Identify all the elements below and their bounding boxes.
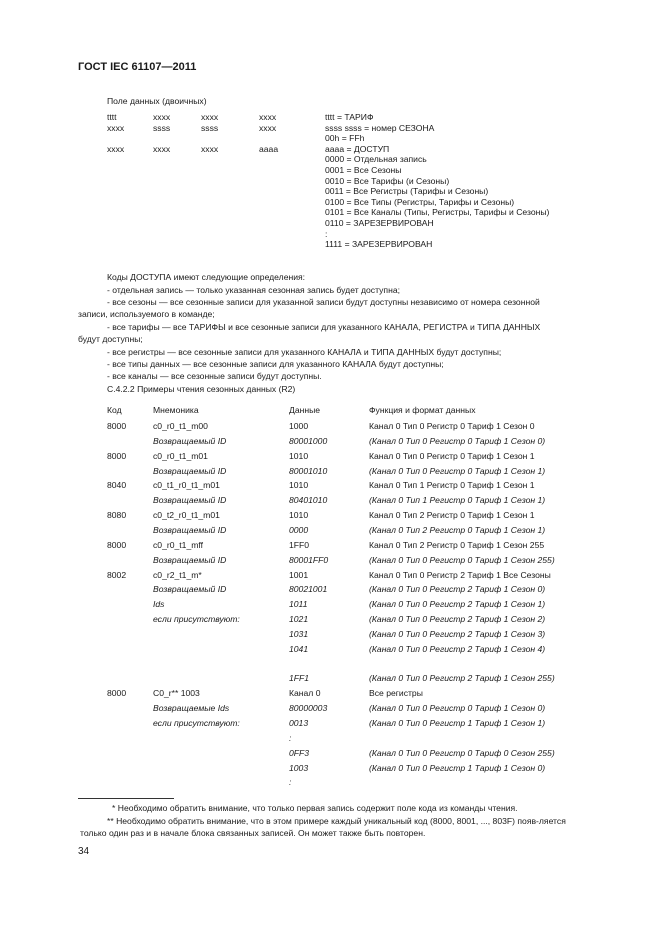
table-row	[0, 436, 661, 450]
cell-mn: Возвращаемый ID	[153, 524, 227, 535]
bit-description: 0000 = Отдельная запись	[325, 154, 427, 165]
cell-func: (Канал 0 Тип 0 Регистр 1 Тариф 1 Сезон 0)	[369, 762, 546, 773]
cell-data: 1041	[289, 643, 309, 654]
cell-data: 80021001	[289, 584, 328, 595]
cell-mn: Возвращаемый ID	[153, 465, 227, 476]
bit-cell: xxxx	[259, 112, 277, 122]
cell-data: 80401010	[289, 495, 328, 506]
cell-data: :	[289, 777, 292, 788]
bit-cell: xxxx	[107, 122, 125, 133]
cell-func: (Канал 0 Тип 0 Регистр 2 Тариф 1 Сезон 2)	[369, 614, 546, 625]
bit-cell: ssss	[153, 122, 171, 133]
page-number: 34	[78, 846, 90, 857]
table-row	[0, 480, 661, 494]
cell-mn: Возвращаемый ID	[153, 554, 227, 565]
table-row	[0, 421, 661, 435]
cell-func: (Канал 0 Тип 0 Регистр 0 Тариф 1 Сезон 255)	[369, 554, 555, 565]
bit-description: 0100 = Все Типы (Регистры, Тарифы и Сезоны)	[325, 196, 515, 207]
bit-cell: xxxx	[153, 112, 171, 122]
section-title: С.4.2.2 Примеры чтения сезонных данных (R2)	[107, 384, 296, 394]
cell-data: 1FF1	[289, 673, 310, 684]
table-row	[0, 466, 661, 480]
col-code: Код	[107, 405, 122, 415]
cell-data: :	[289, 732, 292, 743]
cell-data: 0000	[289, 524, 309, 535]
cell-func: (Канал 0 Тип 0 Регистр 0 Тариф 1 Сезон 0)	[369, 435, 546, 446]
bit-description: 1111 = ЗАРЕЗЕРВИРОВАН	[325, 239, 433, 250]
cell-func: Канал 0 Тип 0 Регистр 0 Тариф 1 Сезон 0	[369, 421, 535, 431]
cell-code: 8080	[107, 510, 127, 521]
table-row	[0, 673, 661, 687]
cell-func: (Канал 0 Тип 0 Регистр 2 Тариф 1 Сезон 255)	[369, 673, 555, 684]
footnote-divider	[78, 798, 174, 799]
cell-func: Канал 0 Тип 0 Регистр 0 Тариф 1 Сезон 1	[369, 450, 535, 461]
cell-data: 0FF3	[289, 747, 310, 758]
cell-code: 8000	[107, 421, 127, 431]
table-row	[0, 570, 661, 584]
table-row	[0, 763, 661, 777]
cell-data: 1021	[289, 614, 309, 625]
bit-description: ssss ssss = номер СЕЗОНА	[325, 122, 435, 133]
access-item: - все типы данных — все сезонные записи для указанного КАНАЛА будут доступны;	[107, 359, 444, 369]
cell-mn: C0_r** 1003	[153, 688, 200, 699]
cell-mn: Ids	[153, 599, 165, 610]
bit-description: 0101 = Все Каналы (Типы, Регистры, Тарифы и Сезоны)	[325, 207, 550, 218]
cell-data: 1FF0	[289, 539, 310, 550]
field-title: Поле данных (двоичных)	[107, 96, 207, 106]
access-item: будут доступны;	[78, 334, 143, 344]
cell-mn: c0_r0_t1_m00	[153, 421, 208, 431]
cell-func: (Канал 0 Тип 0 Регистр 2 Тариф 1 Сезон 0)	[369, 584, 546, 595]
table-row	[0, 614, 661, 628]
bit-cell: xxxx	[201, 143, 219, 154]
cell-code: 8002	[107, 569, 127, 580]
bit-description: 0010 = Все Тарифы (и Сезоны)	[325, 175, 450, 186]
cell-mn: Возвращаемый ID	[153, 435, 227, 446]
bit-cell: xxxx	[153, 143, 171, 154]
cell-data: 80001FF0	[289, 554, 329, 565]
cell-func: Канал 0 Тип 2 Регистр 0 Тариф 1 Сезон 1	[369, 510, 535, 521]
table-row	[0, 659, 661, 673]
access-intro: Коды ДОСТУПА имеют следующие определения:	[107, 272, 306, 282]
footnote-1: * Необходимо обратить внимание, что только первая запись содержит поле кода из команды чтения.	[112, 803, 518, 813]
bit-description: aaaa = ДОСТУП	[325, 143, 390, 154]
cell-mn: Возвращаемые Ids	[153, 703, 230, 714]
cell-data: 1001	[289, 569, 309, 580]
table-row	[0, 540, 661, 554]
page-header: ГОСТ IEC 61107—2011	[78, 61, 197, 73]
cell-data: Канал 0	[289, 688, 321, 699]
col-function: Функция и формат данных	[369, 405, 476, 415]
cell-func: Все регистры	[369, 688, 423, 699]
bit-description: 0011 = Все Регистры (Тарифы и Сезоны)	[325, 186, 489, 197]
cell-mn: c0_t2_r0_t1_m01	[153, 510, 220, 521]
cell-mn: Возвращаемый ID	[153, 584, 227, 595]
col-data: Данные	[289, 405, 321, 415]
table-row	[0, 555, 661, 569]
table-row	[0, 733, 661, 747]
bit-cell: tttt	[107, 112, 117, 122]
cell-func: Канал 0 Тип 0 Регистр 2 Тариф 1 Все Сезоны	[369, 569, 551, 580]
cell-func: (Канал 0 Тип 0 Регистр 2 Тариф 1 Сезон 3)	[369, 628, 546, 639]
table-row	[0, 644, 661, 658]
cell-func: (Канал 0 Тип 0 Регистр 0 Тариф 0 Сезон 255)	[369, 747, 555, 758]
cell-func: (Канал 0 Тип 0 Регистр 0 Тариф 1 Сезон 0)	[369, 703, 546, 714]
table-row	[0, 688, 661, 702]
bit-description: 0001 = Все Сезоны	[325, 165, 402, 175]
bit-cell: xxxx	[107, 143, 125, 154]
bit-description: :	[325, 228, 328, 239]
cell-data: 1010	[289, 510, 309, 521]
table-row	[0, 495, 661, 509]
cell-mn: c0_t1_r0_t1_m01	[153, 480, 220, 491]
cell-data: 1010	[289, 450, 309, 461]
cell-code: 8040	[107, 480, 127, 491]
access-item: - все тарифы — все ТАРИФЫ и все сезонные записи для указанного КАНАЛА, РЕГИСТРА и ТИПА ДАННЫХ	[107, 322, 541, 332]
cell-func: Канал 0 Тип 1 Регистр 0 Тариф 1 Сезон 1	[369, 480, 535, 491]
access-item: - отдельная запись — только указанная сезонная запись будет доступна;	[107, 285, 401, 295]
bit-cell: xxxx	[259, 122, 277, 133]
table-row	[0, 510, 661, 524]
cell-func: (Канал 0 Тип 0 Регистр 2 Тариф 1 Сезон 1)	[369, 599, 546, 610]
cell-func: (Канал 0 Тип 0 Регистр 1 Тариф 1 Сезон 1)	[369, 718, 546, 728]
table-row	[0, 777, 661, 791]
table-row	[0, 629, 661, 643]
cell-mn: Возвращаемый ID	[153, 495, 227, 506]
cell-func: (Канал 0 Тип 2 Регистр 0 Тариф 1 Сезон 1)	[369, 524, 546, 535]
table-row	[0, 584, 661, 598]
cell-mn: если присутствуют:	[153, 614, 240, 625]
cell-data: 80001000	[289, 435, 328, 446]
cell-code: 8000	[107, 688, 127, 699]
cell-data: 0013	[289, 718, 309, 728]
cell-func: (Канал 0 Тип 0 Регистр 0 Тариф 1 Сезон 1)	[369, 465, 546, 476]
access-item: записи, используемого в команде;	[78, 309, 215, 319]
access-item: - все регистры — все сезонные записи для указанного КАНАЛА и ТИПА ДАННЫХ будут доступны;	[107, 347, 502, 357]
table-row	[0, 718, 661, 732]
cell-func: (Канал 0 Тип 1 Регистр 0 Тариф 1 Сезон 1)	[369, 495, 546, 506]
cell-mn: если присутствуют:	[153, 718, 240, 728]
cell-data: 1011	[289, 599, 308, 610]
cell-code: 8000	[107, 539, 127, 550]
cell-mn: c0_r0_t1_m01	[153, 450, 208, 461]
cell-data: 1000	[289, 421, 309, 431]
table-row	[0, 748, 661, 762]
cell-code: 8000	[107, 450, 127, 461]
access-item: - все каналы — все сезонные записи будут доступны.	[107, 371, 322, 381]
bit-cell: aaaa	[259, 143, 279, 154]
cell-func: Канал 0 Тип 2 Регистр 0 Тариф 1 Сезон 255	[369, 539, 545, 550]
cell-data: 1010	[289, 480, 309, 491]
bit-description: tttt = ТАРИФ	[325, 112, 374, 122]
cell-data: 1031	[289, 628, 309, 639]
bit-description: 0110 = ЗАРЕЗЕРВИРОВАН	[325, 218, 434, 228]
table-row	[0, 525, 661, 539]
footnote-2: ** Необходимо обратить внимание, что в этом примере каждый уникальный код (8000, 8001, ..., 803F) появ-ляется только один раз и в начале блока связанных записей. Он может также быть повторен.	[80, 816, 566, 838]
cell-data: 80000003	[289, 703, 328, 714]
access-item: - все сезоны — все сезонные записи для указанной записи будут доступны независимо от номера сезонной	[107, 297, 540, 307]
bit-cell: xxxx	[201, 112, 219, 122]
cell-mn: c0_r2_t1_m*	[153, 569, 202, 580]
bit-description: 00h = FFh	[325, 133, 365, 144]
table-row	[0, 703, 661, 717]
cell-mn: c0_r0_t1_mff	[153, 539, 204, 550]
bit-cell: ssss	[201, 122, 219, 133]
table-row	[0, 451, 661, 465]
cell-data: 1003	[289, 762, 309, 773]
table-row	[0, 599, 661, 613]
cell-func: (Канал 0 Тип 0 Регистр 2 Тариф 1 Сезон 4)	[369, 643, 546, 654]
cell-data: 80001010	[289, 465, 328, 476]
col-mnemonic: Мнемоника	[153, 405, 199, 415]
